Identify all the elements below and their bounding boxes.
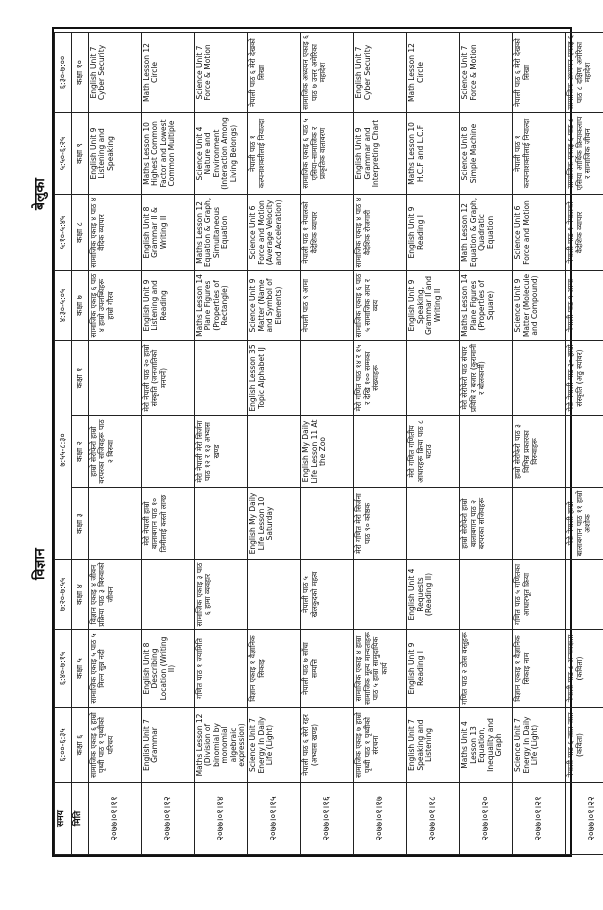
- table-row: [195, 33, 248, 855]
- class-header: कक्षा ८: [72, 195, 89, 271]
- class-header: कक्षा ९: [72, 113, 89, 195]
- lesson-cell: गणित पाठ २ ठोस वस्तुहरू: [460, 630, 513, 708]
- lesson-cell: English Unit 9 Reading I: [407, 195, 460, 271]
- lesson-cell: English Unit 9 Reading I: [407, 630, 460, 708]
- lesson-cell: नेपाली पाठ ६ मेरो देखको सिखा: [513, 33, 566, 113]
- time-slot: ५:१०-५:४५: [55, 195, 72, 271]
- lesson-cell: Science Unit 4 Nature and Environment (Interaction Among Living Belongs): [195, 113, 248, 195]
- row-date: २०७७।०१।१८: [407, 783, 460, 855]
- lesson-cell: मेरो नेपाली मेरो सिर्जना पाठ १२ र १३ अभ्यास खण्ड: [195, 416, 248, 488]
- row-date: २०७७।०१।२१: [513, 783, 566, 855]
- time-slot: ७:२०-७:५५: [55, 560, 72, 630]
- timetable: [54, 32, 603, 855]
- lesson-cell: [89, 341, 142, 416]
- lesson-cell: [566, 560, 603, 630]
- lesson-cell: [89, 488, 142, 560]
- lesson-cell: सामाजिक एकाइ ६ पाठ ५ सामाजिक आय र व्यय: [354, 271, 407, 341]
- table-row: [248, 33, 301, 855]
- lesson-cell: Maths Lesson 14 Plane Figures (Properties of Square): [460, 271, 513, 341]
- table-row: [354, 33, 407, 855]
- lesson-cell: नेपाली पाठ ६ जात जात (कविता): [566, 708, 603, 783]
- lesson-cell: गणित पाठ १ ज्यामिति: [195, 630, 248, 708]
- lesson-cell: English Unit 8 Describing Location (Writing II): [142, 630, 195, 708]
- lesson-cell: नेपाली पाठ ६ सेरो रहर (अभ्यास खण्ड): [301, 708, 354, 783]
- date-label: मिति: [72, 783, 89, 855]
- lesson-cell: [142, 560, 195, 630]
- lesson-cell: Science Unit 6 Force and Motion (Average Velocity and Acceleration): [248, 195, 301, 271]
- row-date: २०७७।०१।१७: [354, 783, 407, 855]
- lesson-cell: English Unit 7 Speaking and Listening: [407, 708, 460, 783]
- lesson-cell: [513, 488, 566, 560]
- lesson-cell: मेरो नेपाली पाठ २० हाम्रो संस्कृति (जनजातिको मनपर्ने): [142, 341, 195, 416]
- lesson-cell: English Lesson 35 Topic Alphabet IJ: [248, 341, 301, 416]
- lesson-cell: हाम्रो सेरोफेरो पाठ ३ विभिन्न प्रकारका विरुवाहरू: [513, 416, 566, 488]
- lesson-cell: [460, 560, 513, 630]
- lesson-cell: English Unit 9 Listening and Speaking: [89, 113, 142, 195]
- lesson-cell: हाम्रो सेरोफेरो हाम्रो बालाबगान पाठ २ बरपरका सजिवहरू: [460, 488, 513, 560]
- lesson-cell: सामाजिक एकाइ ४ पाठ ४ वैदिक व्यापार: [89, 195, 142, 271]
- lesson-cell: English My Daily Life Lesson 10 Saturday: [248, 488, 301, 560]
- lesson-cell: मेरो नेपाली पाठ ३० हाम्रो संस्कृति (अठु स्यांवर): [566, 341, 603, 416]
- row-date: २०७७।०१।१४: [195, 783, 248, 855]
- lesson-cell: English Unit 9 Speaking, Grammar II and Writing II: [407, 271, 460, 341]
- lesson-cell: नेपाली पाठ ९ आमा: [566, 271, 603, 341]
- lesson-cell: Science Unit 8 Simple Machine: [460, 113, 513, 195]
- lesson-cell: [248, 416, 301, 488]
- lesson-cell: Maths Lesson 10 H.C.F and L.C.F: [407, 113, 460, 195]
- time-slot: ६:४०-७:१५: [55, 630, 72, 708]
- class-header: कक्षा ४: [72, 560, 89, 630]
- time-slot: ६:००-६:३५: [55, 708, 72, 783]
- section-title-science: विज्ञान: [32, 548, 48, 580]
- lesson-cell: नेपाली पाठ ७ साँचा सम्पत्ति: [301, 630, 354, 708]
- lesson-cell: [566, 416, 603, 488]
- lesson-cell: English My Daily Life Lesson 11 At the Zoo: [301, 416, 354, 488]
- lesson-cell: Maths Lesson 14 Plane Figures (Properties of Rectangle): [195, 271, 248, 341]
- table-row: [407, 33, 460, 855]
- class-header: कक्षा २: [72, 416, 89, 488]
- class-header: कक्षा ६: [72, 708, 89, 783]
- lesson-cell: मेरो गणित गणितीय आधारहरू क्रिया पाठ ८ घटाउ: [407, 416, 460, 488]
- lesson-cell: गणित पाठ ५ गणितका आधारभूत क्रिया: [513, 560, 566, 630]
- row-date: २०७७।०१।२०: [460, 783, 513, 855]
- lesson-cell: नेपाली पाठ ९ आमा: [301, 271, 354, 341]
- lesson-cell: Science Unit 6 Force and Motion: [513, 195, 566, 271]
- lesson-cell: Science Unit 7 Force & Motion: [460, 33, 513, 113]
- lesson-cell: English Unit 7 Cyber Security: [89, 33, 142, 113]
- lesson-cell: [407, 341, 460, 416]
- table-row: [566, 33, 603, 855]
- lesson-cell: Science Unit 7 Force & Motion: [195, 33, 248, 113]
- lesson-cell: सामाजिक एकाइ ७ हाम्रो पृथ्वी पाठ १ पृथ्वीको संरचना: [354, 708, 407, 783]
- section-title-evening: बेलुका: [32, 178, 48, 210]
- lesson-cell: सामाजिक एकाइ ३ पाठ ६ हामा व्यवहार: [195, 560, 248, 630]
- table-row: [301, 33, 354, 855]
- lesson-cell: नेपाली पाठ ८ अन्यत्रदाता (कविता): [566, 630, 603, 708]
- lesson-cell: English Unit 4 Requests (Reading II): [407, 560, 460, 630]
- lesson-cell: विज्ञान एकाइ १ वैज्ञानिक सिकाइ नाम: [513, 630, 566, 708]
- lesson-cell: सामाजिक एकाइ ४ पाठ ४ वैदेशिक रोजगारी: [354, 195, 407, 271]
- row-date: २०७७।०१।२२: [566, 783, 603, 855]
- lesson-cell: मेरो नेपाली हाम्रो बालाबगान पाठ १० तिमीलाई कस्तो लाग्छ: [142, 488, 195, 560]
- lesson-cell: [142, 416, 195, 488]
- lesson-cell: [301, 488, 354, 560]
- lesson-cell: नेपाली पाठ १ कल्पनाशक्तीलाई नियाल्दा: [513, 113, 566, 195]
- lesson-cell: [195, 341, 248, 416]
- lesson-cell: सामाजिक एकाइ ४ हाम्रा सामाजिक मूल्य मान्यताहरू पाठ ५ हाम्रा सामुदायिक कार्य: [354, 630, 407, 708]
- lesson-cell: सामाजिक एकाइ ६ पाठ ८ एसिया आर्थिक क्रियाकलाप र सामाजिक जीवन: [566, 113, 603, 195]
- lesson-cell: English Unit 8 Grammar II & Writing II: [142, 195, 195, 271]
- lesson-cell: Maths Lesson 12 (Division of binomial by monomial algebraic expression): [195, 708, 248, 783]
- class-header-row: [72, 33, 89, 855]
- table-row: [513, 33, 566, 855]
- lesson-cell: Science Unit 9 Matter (Molecule and Compound): [513, 271, 566, 341]
- lesson-cell: English Unit 7 Cyber Security: [354, 33, 407, 113]
- lesson-cell: हाम्रो सेरोफेरो हाम्रो वरपरका सजिवहरू पाठ २ बिरुवा: [89, 416, 142, 488]
- lesson-cell: मेरो नेपाली हाम्रो बालाबगान पाठ ११ हाम्रो अशोक: [566, 488, 603, 560]
- lesson-cell: Math Lesson 12 Circle: [407, 33, 460, 113]
- class-header: कक्षा ३: [72, 488, 89, 560]
- time-label: समय: [55, 783, 72, 855]
- lesson-cell: विज्ञान एकाइ ४ जीवन प्रक्रिया पाठ ३ बिरुवाको जीवन: [89, 560, 142, 630]
- time-header-row: [55, 33, 72, 855]
- table-row: [460, 33, 513, 855]
- lesson-cell: सामाजिक अध्ययन एकाइ ६ पाठ ७ उत्तर अमेरिका महादेश: [301, 33, 354, 113]
- lesson-cell: [248, 560, 301, 630]
- lesson-cell: [407, 488, 460, 560]
- lesson-cell: सामाजिक एकाइ ६ पाठ ४ हाम्रो उपलब्धिहरू हाम्रो गौरव: [89, 271, 142, 341]
- time-slot: ६:३०-७:००: [55, 33, 72, 113]
- lesson-cell: [301, 341, 354, 416]
- class-header: कक्षा ७: [72, 271, 89, 341]
- row-date: २०७७।०१।१२: [142, 783, 195, 855]
- lesson-cell: [460, 416, 513, 488]
- lesson-cell: मेरो गणित मेरो सिर्जना पाठ ९० कोष्ठक: [354, 488, 407, 560]
- lesson-cell: Science Unit 7 Energy In Daily Life (Light): [513, 708, 566, 783]
- class-header: कक्षा १०: [72, 33, 89, 113]
- row-date: २०७७।०१।१६: [301, 783, 354, 855]
- lesson-cell: नेपाली पाठ ६ मेरो देखको सिखा: [248, 33, 301, 113]
- lesson-cell: Maths Lesson 12 Equation & Graph, Simultaneous Equation: [195, 195, 248, 271]
- lesson-cell: English Unit 9 Listening and Reading: [142, 271, 195, 341]
- lesson-cell: Maths Unit 4 Lesson 13 Equation, Inequality and Graph: [460, 708, 513, 783]
- class-header: कक्षा ५: [72, 630, 89, 708]
- lesson-cell: Maths Lesson 10 Highest Common Factor and Lowest Common Multiple: [142, 113, 195, 195]
- lesson-cell: सामाजिक एकाइ ६ पाठ ५ एसिया–सामाजिक र प्राकृतिक वातावरण: [301, 113, 354, 195]
- lesson-cell: नेपाली पाठ १ नेपालको वैदेशिक व्यापार: [566, 195, 603, 271]
- lesson-cell: [195, 488, 248, 560]
- lesson-cell: Math Lesson 12 Circle: [142, 33, 195, 113]
- lesson-cell: [513, 341, 566, 416]
- lesson-cell: नेपाली पाठ ५ खेलकुदको महत्व: [301, 560, 354, 630]
- lesson-cell: नेपाली पाठ १ नेपालको वैदेशिक व्यापार: [301, 195, 354, 271]
- lesson-cell: विज्ञान एकाइ १ वैज्ञानिक सिकाइ: [248, 630, 301, 708]
- lesson-cell: [354, 560, 407, 630]
- table-row: [142, 33, 195, 855]
- time-slot: ४:३०-५:०५: [55, 271, 72, 341]
- row-date: २०७७।०१।११: [89, 783, 142, 855]
- lesson-cell: सामाजिक एकाइ ५ पाठ ५ मिल्न सुन्न नदी: [89, 630, 142, 708]
- lesson-cell: नेपाली पाठ १ कल्पनाशक्तीलाई नियाल्दा: [248, 113, 301, 195]
- lesson-cell: सामाजिक अध्ययन एकाइ ६ पाठ ८ दक्षिण अमेरिका महादेश: [566, 33, 603, 113]
- lesson-cell: [354, 416, 407, 488]
- table-row: [89, 33, 142, 855]
- lesson-cell: Math Lesson 12 Equation & Graph, Quadratic Equation: [460, 195, 513, 271]
- class-header: कक्षा १: [72, 341, 89, 416]
- row-date: २०७७।०१।१५: [248, 783, 301, 855]
- lesson-cell: English Unit 7 Grammar: [142, 708, 195, 783]
- lesson-cell: सामाजिक एकाइ ६ हाम्रो पृथ्वी पाठ १ पृथ्वीको परिचय: [89, 708, 142, 783]
- lesson-cell: Science Unit 7 Energy In Daily Life (Light): [248, 708, 301, 783]
- time-slot: ५:५०-६:२५: [55, 113, 72, 195]
- lesson-cell: मेरो सेरोफेरो पाठ संचार प्रविधि र बजार (कुरामानी र बोलकानी): [460, 341, 513, 416]
- lesson-cell: मेरो गणित पाठ १४ र १५ र देखि १०० सम्मका संख्याहरू: [354, 341, 407, 416]
- lesson-cell: Science Unit 9 Matter (Name and Symbol of Elements): [248, 271, 301, 341]
- lesson-cell: English Unit 9 Grammar and Interpreting Chart: [354, 113, 407, 195]
- time-slot: ७:५५-८:३०: [55, 341, 72, 560]
